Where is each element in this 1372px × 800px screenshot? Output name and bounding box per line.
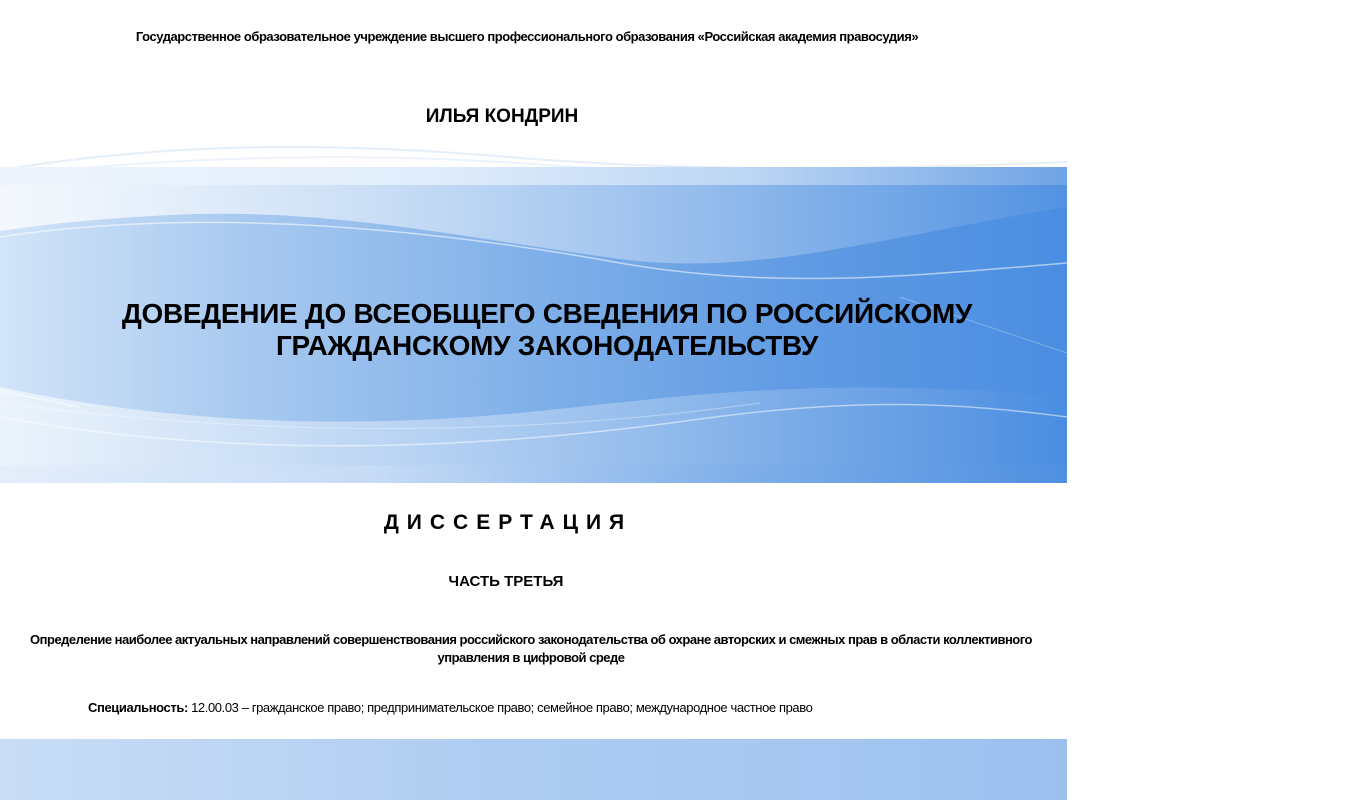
- dissertation-title: [0, 298, 1067, 362]
- specialty-value: 12.00.03 – гражданское право; предпринимательское право; семейное право; международное частное право: [191, 700, 813, 715]
- dissertation-topic: Определение наиболее актуальных направлений совершенствования российского законодательства об охране авторских и смежных прав в области коллективного управления в цифровой среде: [30, 632, 1032, 665]
- footer-band: [0, 739, 1067, 800]
- title-line-2: ГРАЖДАНСКОМУ ЗАКОНОДАТЕЛЬСТВУ: [275, 330, 818, 361]
- title-line-1: ДОВЕДЕНИЕ ДО ВСЕОБЩЕГО СВЕДЕНИЯ ПО РОССИЙСКОМУ: [121, 298, 973, 329]
- author-name: ИЛЬЯ КОНДРИН: [425, 106, 579, 127]
- specialty-label: Специальность:: [88, 700, 188, 715]
- part-number: ЧАСТЬ ТРЕТЬЯ: [448, 573, 564, 590]
- banner-top-strip: [0, 167, 1067, 185]
- specialty: [88, 699, 928, 716]
- banner-bottom-strip: [0, 465, 1067, 483]
- institution-name: Государственное образовательное учреждение высшего профессионального образования «Российская академия правосудия»: [135, 29, 919, 44]
- title-banner: [0, 167, 1067, 483]
- document-type: ДИССЕРТАЦИЯ: [383, 511, 633, 534]
